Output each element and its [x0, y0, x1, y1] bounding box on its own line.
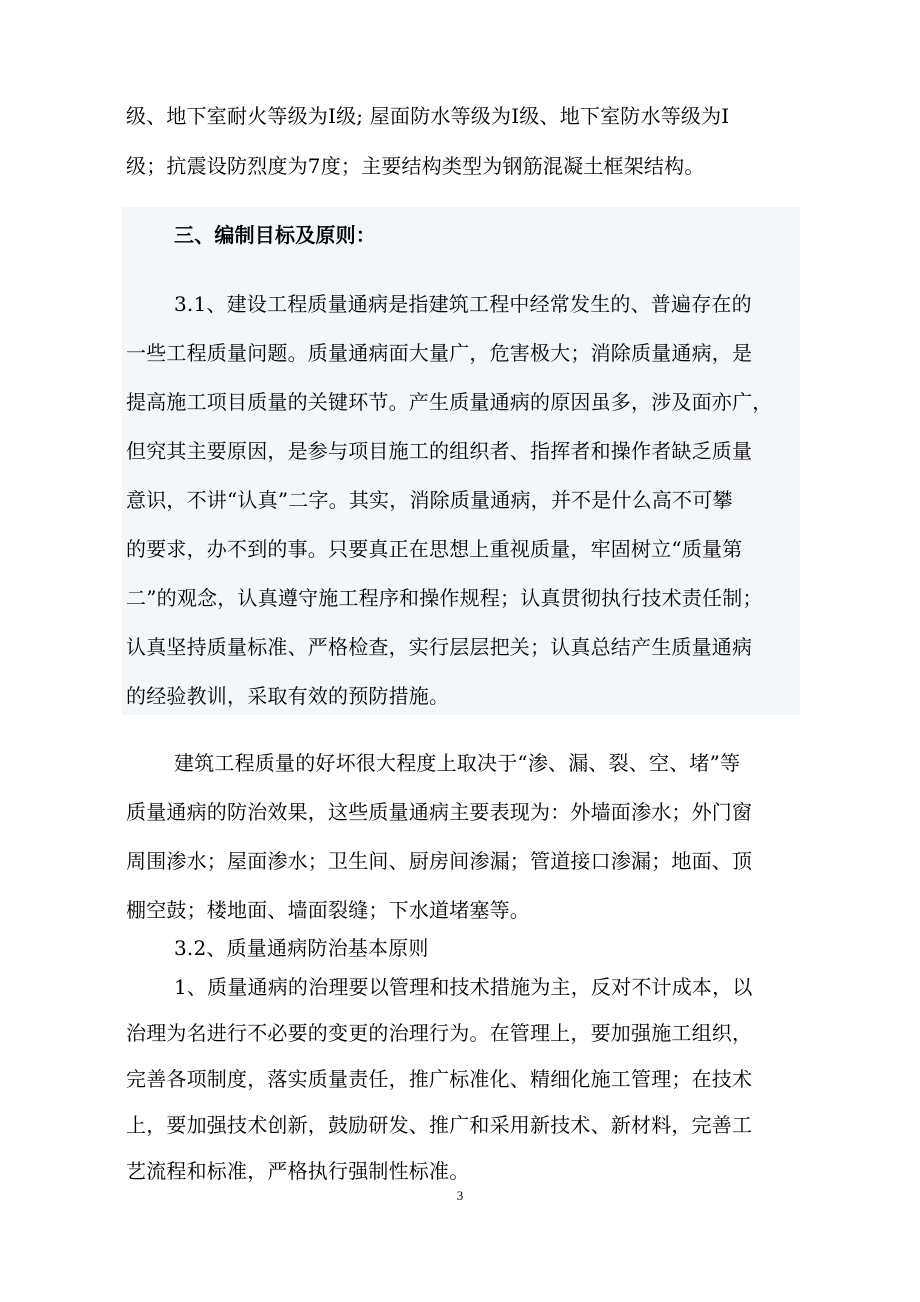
text-line: 级；抗震设防烈度为7度；主要结构类型为钢筋混凝土框架结构。	[126, 154, 705, 178]
text-line: 完善各项制度，落实质量责任，推广标准化、精细化施工管理；在技术	[126, 1067, 753, 1091]
text-line: 认真坚持质量标准、严格检查，实行层层把关；认真总结产生质量通病	[126, 635, 753, 659]
text-line: 质量通病的防治效果，这些质量通病主要表现为：外墙面渗水；外门窗	[126, 800, 753, 824]
subsection-title: 3.2、质量通病防治基本原则	[174, 936, 429, 960]
text-line: 建筑工程质量的好坏很大程度上取决于“渗、漏、裂、空、堵”等	[174, 751, 741, 775]
text-line: 的要求，办不到的事。只要真正在思想上重视质量，牢固树立“质量第	[126, 537, 743, 561]
text-line: 意识，不讲“认真”二字。其实，消除质量通病，并不是什么高不可攀	[126, 488, 733, 512]
text-line: 治理为名进行不必要的变更的治理行为。在管理上，要加强施工组织，	[126, 1021, 753, 1045]
text-line: 一些工程质量问题。质量通病面大量广，危害极大；消除质量通病，是	[126, 341, 753, 365]
text-line: 艺流程和标准，严格执行强制性标准。	[126, 1159, 470, 1183]
section-heading: 三、编制目标及原则：	[174, 223, 376, 247]
text-line: 1、质量通病的治理要以管理和技术措施为主，反对不计成本，以	[174, 975, 753, 999]
text-line: 级、地下室耐火等级为Ⅰ级; 屋面防水等级为Ⅰ级、地下室防水等级为Ⅰ	[126, 104, 730, 128]
text-line: 3.1、建设工程质量通病是指建筑工程中经常发生的、普遍存在的	[174, 292, 752, 316]
text-line: 周围渗水；屋面渗水；卫生间、厨房间渗漏；管道接口渗漏；地面、顶	[126, 849, 753, 873]
text-line: 的经验教训，采取有效的预防措施。	[126, 684, 450, 708]
text-line: 二”的观念，认真遵守施工程序和操作规程；认真贯彻执行技术责任制；	[126, 586, 763, 610]
text-line: 棚空鼓；楼地面、墙面裂缝；下水道堵塞等。	[126, 898, 530, 922]
page-number: 3	[456, 1188, 464, 1203]
text-line: 提高施工项目质量的关键环节。产生质量通病的原因虽多，涉及面亦广，	[126, 390, 773, 414]
text-line: 上，要加强技术创新，鼓励研发、推广和采用新技术、新材料，完善工	[126, 1113, 753, 1137]
text-line: 但究其主要原因，是参与项目施工的组织者、指挥者和操作者缺乏质量	[126, 439, 753, 463]
